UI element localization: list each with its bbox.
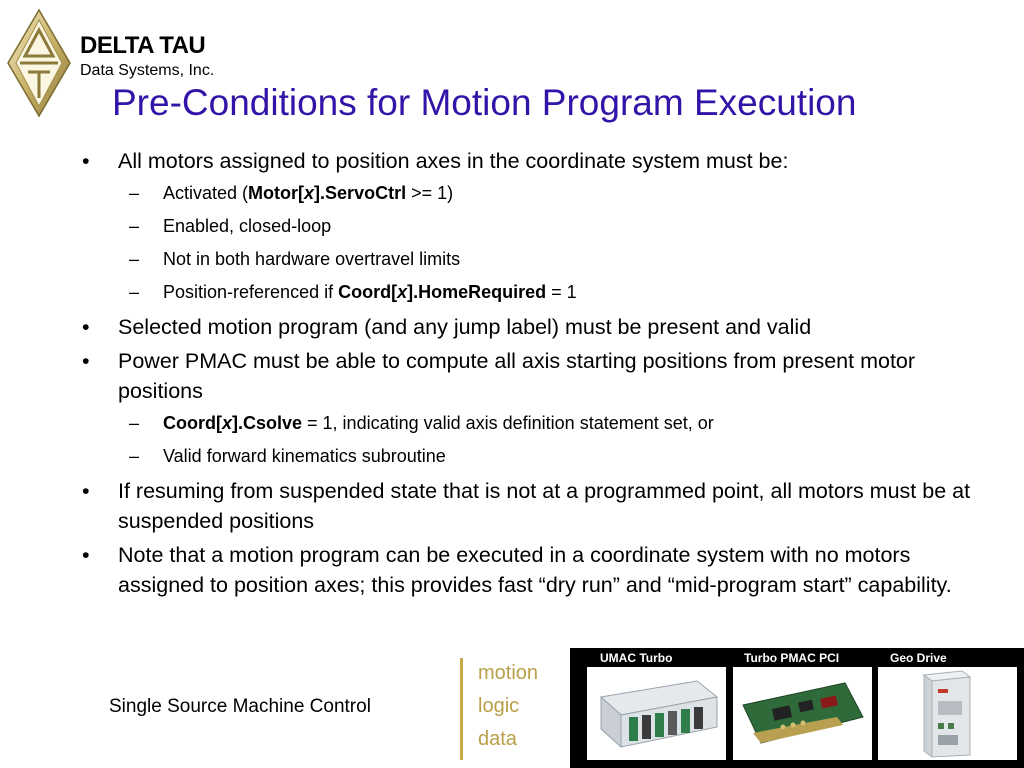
bullet-item — [72, 540, 972, 600]
bullet-text: Selected motion program (and any jump label) must be present and valid — [118, 315, 812, 339]
footer-tagline: Single Source Machine Control — [109, 696, 371, 717]
tag-data: data — [478, 728, 517, 750]
sub-bullet-item — [72, 213, 972, 239]
dash-marker: – — [129, 249, 140, 269]
sub-bullet-text: Activated (Motor[x].ServoCtrl >= 1) — [163, 183, 454, 203]
bullet-item — [72, 146, 972, 176]
dash-marker: – — [129, 183, 140, 203]
bullet-marker: • — [82, 315, 90, 339]
dash-marker: – — [129, 446, 140, 466]
sub-bullet-item — [72, 410, 972, 436]
umac-turbo-image — [587, 667, 726, 760]
bullet-marker: • — [82, 479, 90, 503]
tag-logic: logic — [478, 695, 520, 717]
delta-tau-logo-icon — [6, 8, 72, 118]
dash-marker: – — [129, 282, 140, 302]
dash-marker: – — [129, 216, 140, 236]
sub-bullet-item — [72, 279, 972, 305]
bullet-marker: • — [82, 543, 90, 567]
brand-subtitle: Data Systems, Inc. — [80, 62, 215, 79]
sub-bullet-text: Position-referenced if Coord[x].HomeRequired = 1 — [163, 282, 577, 302]
slide-title: Pre-Conditions for Motion Program Execution — [112, 82, 857, 123]
product-panel — [570, 648, 1024, 768]
turbo-pmac-pci-image — [733, 667, 872, 760]
product-label-umac-turbo: UMAC Turbo — [600, 651, 673, 665]
sub-bullet-text: Coord[x].Csolve = 1, indicating valid axis definition statement set, or — [163, 413, 714, 433]
sub-bullet-text: Not in both hardware overtravel limits — [163, 249, 461, 269]
sub-bullet-text: Valid forward kinematics subroutine — [163, 446, 446, 466]
brand-name: DELTA TAU — [80, 32, 206, 59]
bullet-list — [72, 146, 972, 604]
geo-drive-image — [878, 667, 1017, 760]
product-label-geo-drive: Geo Drive — [890, 651, 947, 665]
bullet-item — [72, 312, 972, 342]
bullet-text: If resuming from suspended state that is not at a programmed point, all motors must be at suspended positions — [118, 479, 971, 533]
dash-marker: – — [129, 413, 140, 433]
bullet-text: All motors assigned to position axes in the coordinate system must be: — [118, 149, 789, 173]
bullet-item — [72, 476, 972, 536]
bullet-text: Power PMAC must be able to compute all axis starting positions from present motor positions — [118, 349, 916, 403]
bullet-text: Note that a motion program can be executed in a coordinate system with no motors assigned to position axes; this provides fast “dry run” and “mid-program start” capability. — [118, 543, 952, 597]
sub-bullet-item — [72, 180, 972, 206]
bullet-marker: • — [82, 349, 90, 373]
product-label-turbo-pmac-pci: Turbo PMAC PCI — [744, 651, 840, 665]
sub-bullet-item — [72, 443, 972, 469]
sub-bullet-text: Enabled, closed-loop — [163, 216, 332, 236]
bullet-marker: • — [82, 149, 90, 173]
footer-divider — [460, 658, 463, 760]
bullet-item — [72, 346, 972, 406]
sub-bullet-item — [72, 246, 972, 272]
tag-motion: motion — [478, 662, 539, 684]
